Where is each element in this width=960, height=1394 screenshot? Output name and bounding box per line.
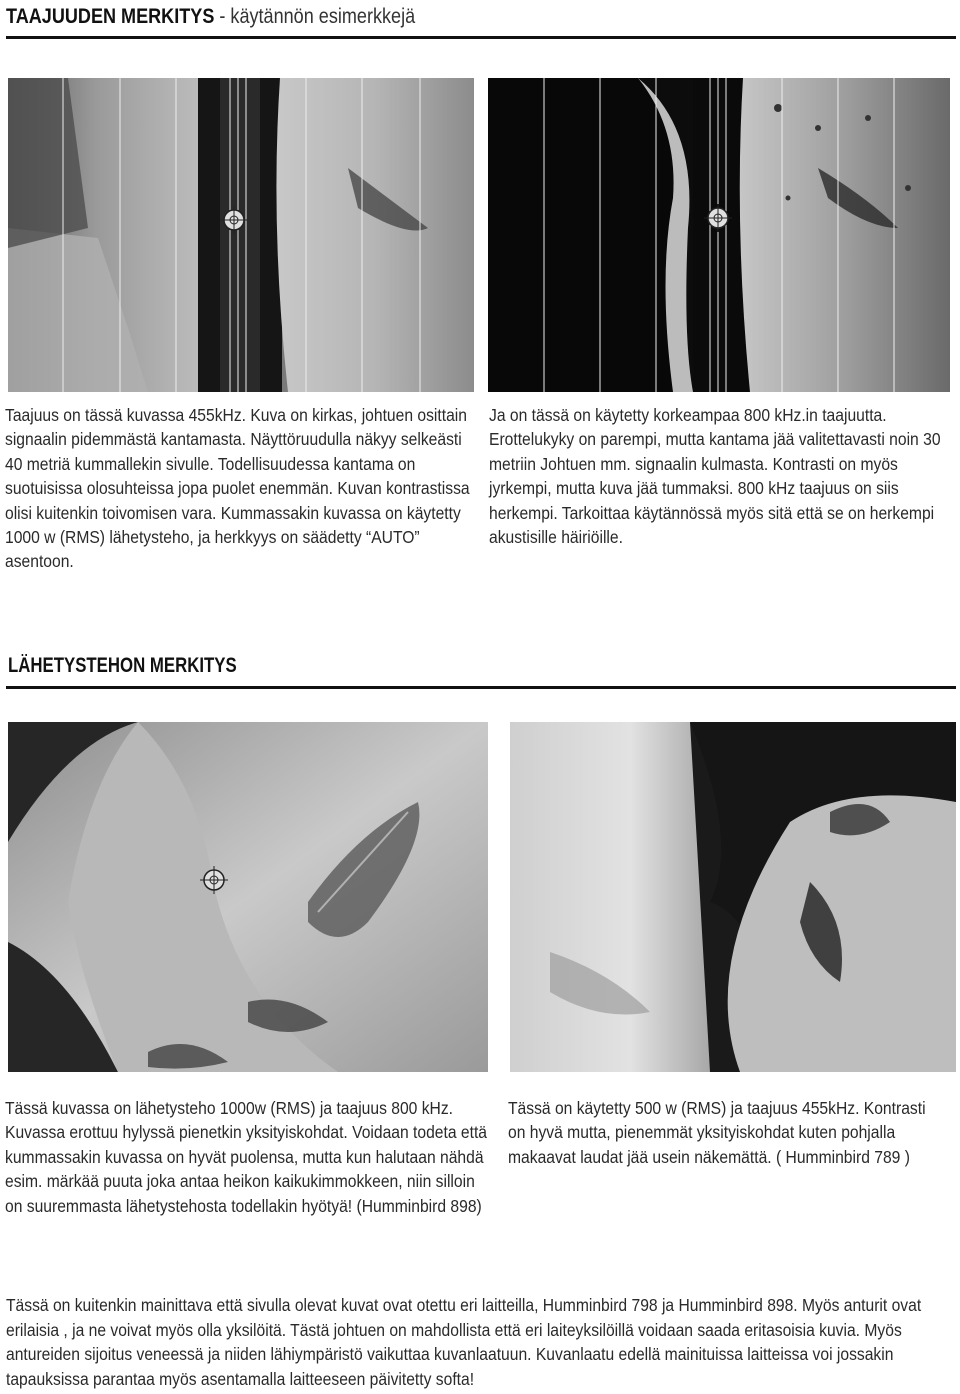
page-title bbox=[6, 5, 415, 29]
caption-1000w: Tässä kuvassa on lähetysteho 1000w (RMS) ja taajuus 800 kHz. Kuvassa erottuu hylyssä pienetkin yksityiskohdat. Voidaan todeta että kummassakin kuvassa on hyvät puolensa, mutta kun halutaan nähdä esim. märkää puuta joka antaa heikon kaikukimmokkeen, niin silloin on suuremmasta lähetystehosta todellakin hyötyä! (Humminbird 898) bbox=[5, 1098, 488, 1216]
page-subtitle: - käytännön esimerkkejä bbox=[214, 5, 416, 28]
caption-800khz: Ja on tässä on käytetty korkeampaa 800 kHz.in taajuutta. Erottelukyky on parempi, mutta kantama jää valitettavasti noin 30 metriin Johtuen mm. signaalin kulmasta. Kontrasti on myös jyrkempi, mutta kuva jää tummaksi. 800 kHz taajuus on siis herkempi. Tarkoittaa käytännössä myös sitä että se on herkempi akustisille häiriöille. bbox=[489, 405, 941, 548]
sonar-image-1000w bbox=[8, 722, 488, 1072]
sonar-image-500w bbox=[510, 722, 956, 1072]
caption-500w: Tässä on käytetty 500 w (RMS) ja taajuus 455kHz. Kontrasti on hyvä mutta, pienemmät yksityiskohdat kuten pohjalla makaavat laudat jää usein näkemättä. ( Humminbird 789 ) bbox=[508, 1098, 926, 1167]
header-rule bbox=[6, 36, 956, 39]
caption-455khz: Taajuus on tässä kuvassa 455kHz. Kuva on kirkas, johtuen osittain signaalin pidemmästä kantamasta. Näyttöruudulla näkyy selkeästi 40 metriä kummallekin sivulle. Todellisuudessa kantama on suotuisissa olosuhteissa jopa puolet enemmän. Kuvan kontrastissa olisi kuitenkin toivomisen vara. Kummassakin kuvassa on käytetty 1000 w (RMS) lähetysteho, ja herkkyys on säädetty “AUTO” asentoon. bbox=[5, 405, 470, 572]
footer-note: Tässä on kuitenkin mainittava että sivulla olevat kuvat ovat otettu eri laitteilla, Humminbird 798 ja Humminbird 898. Myös anturit ovat erilaisia , ja ne voivat myös olla yksilöitä. Tästä johtuen on mahdollista että eri laiteyksilöillä voidaan saada eritasoisia kuvia. Myös antureiden sijoitus veneessä ja niiden lähiympäristö vaikuttaa kuvanlaatuun. Kuvanlaatu edellä mainituissa laitteissa voi jossakin tapauksissa parantaa myös asentamalla laitteeseen päivitetty softa! bbox=[6, 1295, 922, 1389]
sonar-image-455khz bbox=[8, 78, 474, 392]
section-rule bbox=[6, 686, 956, 689]
sonar-image-800khz bbox=[488, 78, 950, 392]
section-title-transmit-power: LÄHETYSTEHON MERKITYS bbox=[8, 654, 237, 677]
page-title-bold: TAAJUUDEN MERKITYS bbox=[6, 5, 215, 28]
